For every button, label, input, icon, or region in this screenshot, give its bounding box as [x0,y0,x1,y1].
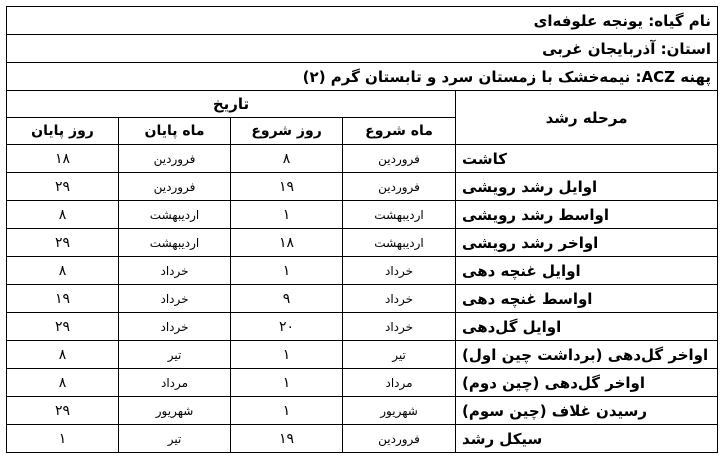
table-row [7,145,718,173]
start-day-cell: ۸ [231,145,343,173]
start-month-cell: شهریور [343,397,456,425]
growth-stage-header: مرحله رشد [456,91,718,145]
end-month-cell: شهریور [119,397,231,425]
start-day-cell: ۲۰ [231,313,343,341]
end-month-cell: خرداد [119,285,231,313]
start-month-cell: فروردین [343,145,456,173]
start-month-cell: مرداد [343,369,456,397]
stage-cell: اوایل غنچه دهی [456,257,718,285]
start-month-header: ماه شروع [343,118,456,145]
date-header: تاریخ [7,91,456,118]
table-row [7,341,718,369]
end-day-cell: ۸ [7,369,119,397]
start-day-cell: ۱ [231,341,343,369]
start-month-cell: فروردین [343,425,456,453]
start-month-cell: تیر [343,341,456,369]
end-month-header: ماه پایان [119,118,231,145]
table-row [7,313,718,341]
end-day-cell: ۸ [7,341,119,369]
province-name: استان: آذربایجان غربی [7,35,718,63]
start-day-cell: ۹ [231,285,343,313]
climate-zone: پهنه ACZ: نیمه‌خشک با زمستان سرد و تابستان گرم (۲) [7,63,718,91]
stage-cell: کاشت [456,145,718,173]
table-row [7,173,718,201]
end-day-cell: ۸ [7,201,119,229]
table-row [7,425,718,453]
end-month-cell: فروردین [119,173,231,201]
end-day-cell: ۲۹ [7,173,119,201]
start-day-cell: ۱۹ [231,425,343,453]
end-day-cell: ۲۹ [7,229,119,257]
plant-name: نام گیاه: یونجه علوفه‌ای [7,7,718,35]
stage-cell: اواخر گل‌دهی (چین دوم) [456,369,718,397]
stage-cell: اواسط رشد رویشی [456,201,718,229]
end-month-cell: تیر [119,425,231,453]
end-day-cell: ۲۹ [7,313,119,341]
table-row [7,397,718,425]
end-month-cell: مرداد [119,369,231,397]
start-month-cell: خرداد [343,285,456,313]
stage-cell: اوایل رشد رویشی [456,173,718,201]
start-day-cell: ۱ [231,201,343,229]
start-day-cell: ۱ [231,397,343,425]
stage-cell: اوایل گل‌دهی [456,313,718,341]
end-month-cell: تیر [119,341,231,369]
growth-stage-table [6,6,718,453]
stage-cell: اواخر رشد رویشی [456,229,718,257]
end-day-cell: ۱۸ [7,145,119,173]
end-month-cell: خرداد [119,257,231,285]
start-month-cell: اردیبهشت [343,201,456,229]
table-row [7,257,718,285]
start-day-header: روز شروع [231,118,343,145]
start-day-cell: ۱ [231,257,343,285]
table-row [7,285,718,313]
start-month-cell: خرداد [343,257,456,285]
table-row [7,201,718,229]
end-day-cell: ۱۹ [7,285,119,313]
start-day-cell: ۱۹ [231,173,343,201]
table-row [7,229,718,257]
end-month-cell: فروردین [119,145,231,173]
end-month-cell: خرداد [119,313,231,341]
end-day-cell: ۲۹ [7,397,119,425]
stage-cell: اواسط غنچه دهی [456,285,718,313]
end-day-header: روز پایان [7,118,119,145]
table-row [7,369,718,397]
start-month-cell: خرداد [343,313,456,341]
end-month-cell: اردیبهشت [119,201,231,229]
stage-cell: رسیدن غلاف (چین سوم) [456,397,718,425]
start-month-cell: اردیبهشت [343,229,456,257]
stage-cell: اواخر گل‌دهی (برداشت چین اول) [456,341,718,369]
end-day-cell: ۱ [7,425,119,453]
end-day-cell: ۸ [7,257,119,285]
start-day-cell: ۱ [231,369,343,397]
stage-cell: سیکل رشد [456,425,718,453]
start-month-cell: فروردین [343,173,456,201]
end-month-cell: اردیبهشت [119,229,231,257]
start-day-cell: ۱۸ [231,229,343,257]
